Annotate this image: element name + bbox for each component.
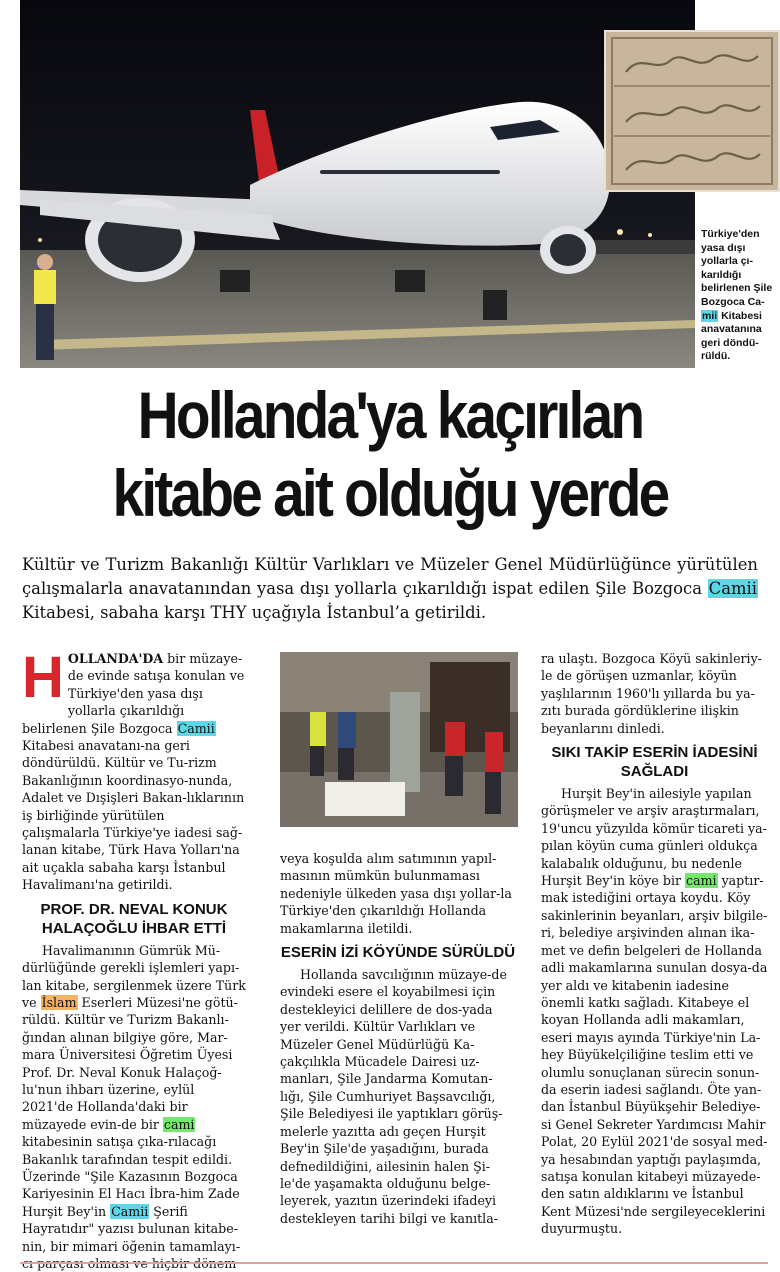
col1-text-2c: kitabesinin satışa çıka-rılacağı Bakanlık tarafından tespit edildi. Üzerinde "Şile Kazasının Bozgoca Kariyesinin El Hacı İbra-him Zade Hurşit Bey'in (22, 1134, 240, 1219)
cargo-illustration (280, 652, 518, 827)
lead-text-1: Kültür ve Turizm Bakanlığı Kültür Varlıkları ve Müzeler Genel Müdürlüğünce yürütülen çalışmalarla anavatanından yasa dışı yollarla çıkarıldığı ispat edilen Şile Bozgoca (22, 555, 758, 598)
lead-text-2: Kitabesi, sabaha karşı THY uçağıyla İstanbul’a getirildi. (22, 603, 487, 622)
column-2 (280, 850, 516, 1227)
col1-subhead: PROF. DR. NEVAL KONUK HALAÇOĞLU İHBAR ETTİ (40, 900, 228, 937)
col1-text-2d: Şerifi Hayratıdır" yazısı bulunan kitabe-nin, bir mimari öğenin tamamlayı- (22, 1203, 241, 1254)
headline-line-2: kitabe ait olduğu yerde (112, 456, 668, 530)
airplane-illustration (20, 0, 695, 368)
col1-paragraph-2 (22, 942, 246, 1272)
col3-paragraph-1: ra ulaştı. Bozgoca Köyü sakinleriy-le de görüşen uzmanlar, köyün yaşlılarının 1960'lı yıllarda bu ya-zıtı burada gördüklerine ilişkin beyanlarını dinledi. (541, 651, 762, 736)
col3-subhead: SIKI TAKİP ESERİN İADESİNİ SAĞLADI (551, 744, 758, 781)
col2-subhead: ESERİN İZİ KÖYÜNDE SÜRÜLDÜ (280, 944, 516, 962)
headline (55, 376, 726, 532)
lead-paragraph (22, 553, 758, 625)
bottom-rule (20, 1262, 768, 1264)
drop-cap: H (22, 645, 64, 710)
col1-highlight-1: Camii (177, 720, 215, 736)
col1-text-2a: Havalimanının Gümrük Mü-dürlüğünde gerekli işlemleri yapı-lan kitabe, sergilenmek üzere Türk ve (22, 942, 246, 1010)
headline-line-1: Hollanda'ya kaçırılan (137, 378, 643, 452)
col1-highlight-2: İslam (41, 994, 77, 1010)
photo-caption (701, 228, 779, 364)
col3-highlight: cami (686, 873, 717, 889)
col1-open-word: OLLANDA'DA (67, 651, 164, 666)
main-photo (20, 0, 695, 368)
airport-cargo-photo (280, 652, 518, 827)
col1-text-2b: Eserleri Müzesi'ne götü-rüldü. Kültür ve Turizm Bakanlı-ğından alınan bilgiye göre, Mar-mara Üniversitesi Öğretim Üyesi Prof. Dr. Neval Konuk Halaçoğ-lu'nun ihbarı üzerine, eylül 2021'de Hollanda'daki bir müzayede evin-de bir (22, 994, 238, 1132)
column-1 (22, 645, 246, 1272)
col1-highlight-4: Camii (111, 1203, 149, 1219)
inscription-illustration (606, 32, 778, 190)
col1-paragraph-1 (22, 645, 246, 894)
col1-text-1b: Kitabesi anavatanı-na geri döndürüldü. Kültür ve Tu-rizm Bakanlığının koordinasyo-nunda, Adalet ve Dışişleri Bakan-lıklarının iş birliğinde yürütülen çalışmalarla Türkiye'ye iadesi sağ-lanan kitabe, Türk Hava Yolları'na ait uçakla sabaha karşı İstanbul Havalimanı'na getirildi. (22, 738, 245, 893)
col1-highlight-3: cami (163, 1116, 195, 1132)
column-3 (541, 650, 768, 1238)
lead-highlight: Camii (708, 579, 757, 598)
caption-text-2: Kitabesi anavatanına geri döndü-rüldü. (701, 309, 762, 363)
col3-paragraph-2 (541, 785, 768, 1238)
inscription-photo (604, 30, 780, 192)
caption-text-1: Türkiye'den yasa dışı yollarla çı-karıldığı belirlenen Şile Bozgoca Ca- (701, 228, 773, 308)
col3-text-2a: Hurşit Bey'in ailesiyle yapılan görüşmeler ve arşiv araştırmaları, 19'uncu yüzyılda kömür ticareti ya-pılan köyün cuma günleri oldukça kalabalık olduğunu, bu nedenle Hurşit Bey'in köye bir (541, 786, 767, 889)
col2-paragraph-1: veya koşulda alım satımının yapıl-masının mümkün bulunmaması nedeniyle ülkeden yasa dışı yollar-la Türkiye'den çıkarıldığı Hollanda makamlarına iletildi. (280, 851, 512, 936)
col3-text-2b: yaptır-mak istediğini ortaya koydu. Köy sakinlerinin beyanları, arşiv bilgile-ri, belediye arşivinden alınan ika-met ve defin belgeleri de Hollanda adli makamlarına sunulan dosya-da yer aldı ve kitabenin iadesine önemli katkı sağladı. Kitabeye el koyan Hollanda adli makamları, eseri mayıs ayında Türkiye'nin La-hey Büyükelçiliğine teslim etti ve olumlu sonuçlanan sürecin sonun-da eserin iadesi sağlandı. Öte yan-dan İstanbul Büyükşehir Belediye-si Genel Sekreter Yardımcısı Mahir Polat, 20 Eylül 2021'de sosyal med-ya hesabından yaptığı paylaşımda, satışa konulan kitabeyi müzayede-den satın aldıklarını ve İstanbul Kent Müzesi'nde sergileyeceklerini duyurmuştu. (541, 873, 768, 1237)
caption-highlight: mii (702, 309, 718, 322)
col2-paragraph-2: Hollanda savcılığının müzaye-de evindeki esere el koyabilmesi için destekleyici delillere de dos-yada yer verildi. Kültür Varlıkları ve Müzeler Genel Müdürlüğü Ka-çakçılıkla Mücadele Dairesi uz-manları, Şile Jandarma Komutan-lığı, Şile Cumhuriyet Başsavcılığı, Şile Belediyesi ile yaptıkları görüş-melerle yazıtta adı geçen Hurşit Bey'in Şile'de yaşadığını, burada defnedildiğini, ailesinin halen Şi-le'de yaşamakta olduğunu belge-leyerek, yazıtın üzerindeki ifadeyi destekleyen tarihi bilgi ve kanıtla- (280, 967, 507, 1226)
col1-text-1a: bir müzaye-de evinde satışa konulan ve Türkiye'den yasa dışı yollarla çıkarıldığı belirlenen Şile Bozgoca (22, 651, 245, 736)
